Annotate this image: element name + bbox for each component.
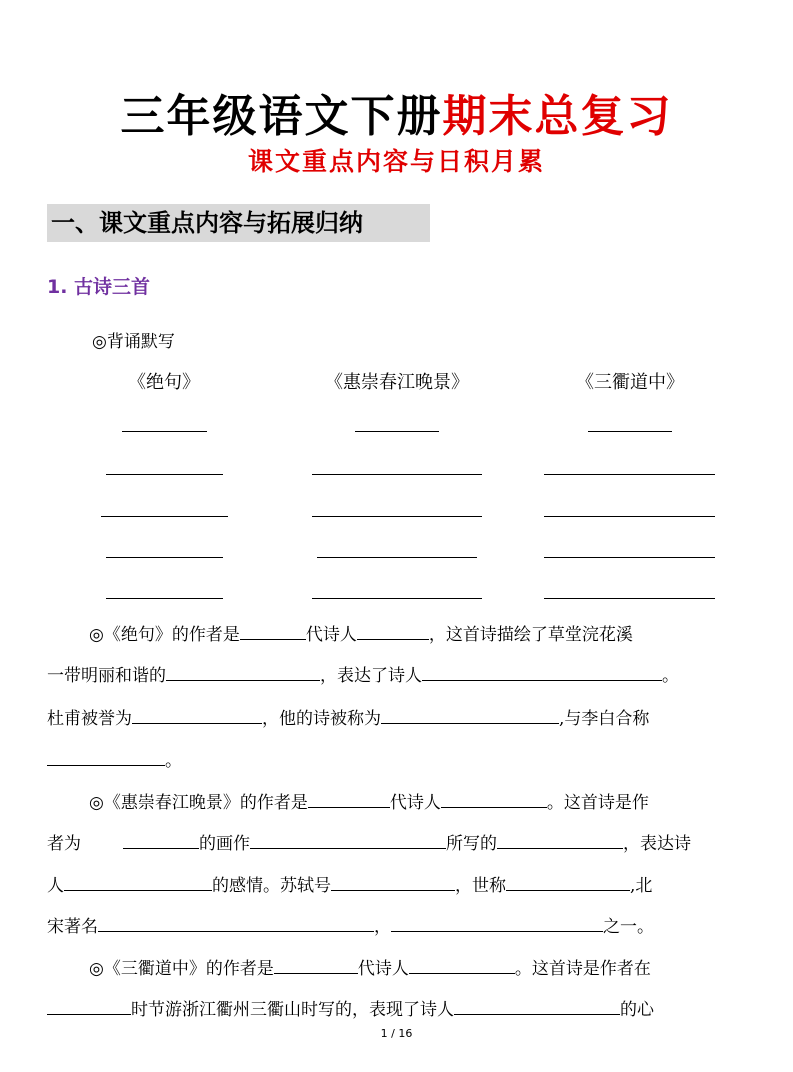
- blank-line[interactable]: [391, 914, 603, 932]
- blank-line[interactable]: [441, 790, 547, 808]
- blank-line[interactable]: [409, 956, 515, 974]
- title-black: 三年级语文下册: [120, 91, 443, 142]
- page-subtitle: 课文重点内容与日积月累: [247, 147, 545, 176]
- blank-line[interactable]: [312, 598, 482, 599]
- poem-title-sanqu: 《三衢道中》: [576, 372, 684, 393]
- blank-line[interactable]: [312, 474, 482, 475]
- jueju-question-line-2: 一带明丽和谐的 ，表达了诗人 。: [47, 661, 747, 686]
- blank-line[interactable]: [544, 474, 715, 475]
- blank-line[interactable]: [454, 997, 620, 1015]
- subsection-heading: 1. 古诗三首: [47, 276, 151, 298]
- blank-line[interactable]: [588, 431, 672, 432]
- blank-line[interactable]: [312, 516, 482, 517]
- sanqu-question-line-1: ◎《三衢道中》的作者是 代诗人 。这首诗是作者在: [47, 954, 747, 979]
- blank-line[interactable]: [47, 748, 165, 766]
- jueju-question-line-1: ◎《绝句》的作者是 代诗人 ，这首诗描绘了草堂浣花溪: [47, 620, 747, 645]
- blank-line[interactable]: [506, 873, 630, 891]
- section-heading: 一、课文重点内容与拓展归纳: [47, 204, 430, 242]
- sanqu-question-line-2: 时节游浙江衢州三衢山时写的，表现了诗人 的心: [47, 995, 747, 1020]
- huichong-question-line-4: 宋著名 ， 之一。: [47, 912, 747, 937]
- blank-line[interactable]: [106, 598, 223, 599]
- blank-line[interactable]: [250, 831, 446, 849]
- huichong-question-line-1: ◎《惠崇春江晚景》的作者是 代诗人 。这首诗是作: [47, 788, 747, 813]
- blank-line[interactable]: [123, 831, 199, 849]
- recite-label: ◎背诵默写: [92, 332, 175, 352]
- jueju-question-line-3: 杜甫被誉为 ，他的诗被称为 ,与李白合称: [47, 704, 747, 729]
- blank-line[interactable]: [106, 557, 223, 558]
- blank-line[interactable]: [166, 663, 320, 681]
- blank-line[interactable]: [544, 516, 715, 517]
- jueju-question-line-4: 。: [47, 746, 747, 771]
- blank-line[interactable]: [422, 663, 662, 681]
- page-title: [0, 80, 793, 144]
- blank-line[interactable]: [497, 831, 623, 849]
- blank-line[interactable]: [101, 516, 228, 517]
- blank-line[interactable]: [98, 914, 374, 932]
- blank-line[interactable]: [357, 622, 429, 640]
- poem-title-huichong: 《惠崇春江晚景》: [325, 372, 469, 393]
- blank-line[interactable]: [317, 557, 477, 558]
- blank-line[interactable]: [47, 997, 131, 1015]
- blank-line[interactable]: [274, 956, 358, 974]
- blank-line[interactable]: [381, 706, 559, 724]
- blank-line[interactable]: [331, 873, 455, 891]
- blank-line[interactable]: [544, 598, 715, 599]
- huichong-question-line-2: 者为 的画作 所写的 ，表达诗: [47, 829, 747, 854]
- blank-line[interactable]: [122, 431, 207, 432]
- blank-line[interactable]: [308, 790, 390, 808]
- blank-line[interactable]: [355, 431, 439, 432]
- blank-line[interactable]: [544, 557, 715, 558]
- poem-title-jueju: 《绝句》: [128, 372, 200, 393]
- blank-line[interactable]: [132, 706, 262, 724]
- blank-line[interactable]: [240, 622, 306, 640]
- title-red: 期末总复习: [442, 91, 673, 142]
- page-number: 1 / 16: [380, 1027, 413, 1040]
- blank-line[interactable]: [64, 873, 212, 891]
- blank-line[interactable]: [106, 474, 223, 475]
- huichong-question-line-3: 人 的感情。苏轼号 ，世称 ,北: [47, 871, 747, 896]
